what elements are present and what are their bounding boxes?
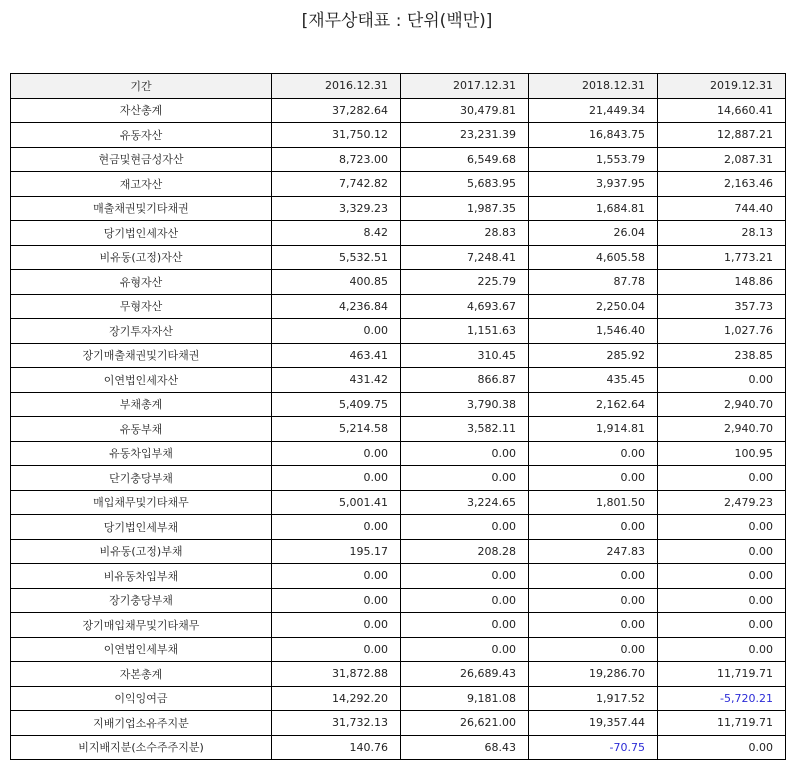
row-value: 285.92: [529, 343, 658, 368]
row-value: 21,449.34: [529, 98, 658, 123]
row-value: 866.87: [401, 368, 529, 393]
table-row: [11, 417, 786, 442]
row-value: 37,282.64: [272, 98, 401, 123]
row-value: 9,181.08: [401, 686, 529, 711]
row-value: 28.13: [658, 221, 786, 246]
row-label: 무형자산: [11, 294, 272, 319]
page-title: [재무상태표 : 단위(백만)]: [301, 11, 493, 31]
row-value: 1,151.63: [401, 319, 529, 344]
table-row: [11, 686, 786, 711]
table-row: [11, 735, 786, 760]
row-value: 1,914.81: [529, 417, 658, 442]
table-row: [11, 392, 786, 417]
row-value: 31,872.88: [272, 662, 401, 687]
row-label: 현금및현금성자산: [11, 147, 272, 172]
row-value: 0.00: [658, 613, 786, 638]
row-value: 0.00: [658, 368, 786, 393]
row-value: 31,750.12: [272, 123, 401, 148]
table-row: [11, 368, 786, 393]
table-row: [11, 637, 786, 662]
table-header-row: [11, 74, 786, 99]
row-value: 31,732.13: [272, 711, 401, 736]
row-value: 14,292.20: [272, 686, 401, 711]
row-value: 238.85: [658, 343, 786, 368]
row-value: 0.00: [401, 515, 529, 540]
row-value: 2,940.70: [658, 417, 786, 442]
row-value: 1,917.52: [529, 686, 658, 711]
row-value: 0.00: [658, 735, 786, 760]
row-label: 지배기업소유주지분: [11, 711, 272, 736]
row-value: 0.00: [529, 466, 658, 491]
row-value: 2,940.70: [658, 392, 786, 417]
row-label: 장기충당부채: [11, 588, 272, 613]
row-value: 14,660.41: [658, 98, 786, 123]
row-value: 8.42: [272, 221, 401, 246]
row-value: 5,409.75: [272, 392, 401, 417]
table-row: [11, 466, 786, 491]
row-value: 1,553.79: [529, 147, 658, 172]
row-value: 431.42: [272, 368, 401, 393]
table-row: [11, 441, 786, 466]
table-row: [11, 147, 786, 172]
row-value: 2,250.04: [529, 294, 658, 319]
row-value: 0.00: [401, 441, 529, 466]
table-row: [11, 490, 786, 515]
row-value: 0.00: [272, 564, 401, 589]
table-row: [11, 294, 786, 319]
row-label: 유동자산: [11, 123, 272, 148]
row-label: 부채총계: [11, 392, 272, 417]
row-label: 비유동(고정)부채: [11, 539, 272, 564]
header-date-2018: 2018.12.31: [529, 74, 658, 99]
row-value: 16,843.75: [529, 123, 658, 148]
row-value: 1,546.40: [529, 319, 658, 344]
row-value: 0.00: [272, 613, 401, 638]
table-row: [11, 588, 786, 613]
table-row: [11, 564, 786, 589]
row-value: 0.00: [401, 466, 529, 491]
row-value: 2,479.23: [658, 490, 786, 515]
row-value: 4,236.84: [272, 294, 401, 319]
table-row: [11, 662, 786, 687]
row-value: 2,087.31: [658, 147, 786, 172]
row-value: 400.85: [272, 270, 401, 295]
balance-sheet-table: [10, 73, 786, 760]
row-label: 비유동(고정)자산: [11, 245, 272, 270]
header-period: 기간: [11, 74, 272, 99]
row-label: 비유동차입부채: [11, 564, 272, 589]
header-date-2019: 2019.12.31: [658, 74, 786, 99]
row-value: 148.86: [658, 270, 786, 295]
row-value: 463.41: [272, 343, 401, 368]
row-label: 장기매입채무및기타채무: [11, 613, 272, 638]
row-value: 310.45: [401, 343, 529, 368]
row-value: 357.73: [658, 294, 786, 319]
row-value: 0.00: [658, 466, 786, 491]
row-label: 자산총계: [11, 98, 272, 123]
row-value: 1,684.81: [529, 196, 658, 221]
row-label: 매입채무및기타채무: [11, 490, 272, 515]
row-value: 5,683.95: [401, 172, 529, 197]
row-value: 12,887.21: [658, 123, 786, 148]
row-value: 3,224.65: [401, 490, 529, 515]
row-value: 3,329.23: [272, 196, 401, 221]
row-value: 4,693.67: [401, 294, 529, 319]
row-value: 0.00: [658, 588, 786, 613]
row-value: 0.00: [401, 588, 529, 613]
row-value: 0.00: [529, 441, 658, 466]
row-value: 225.79: [401, 270, 529, 295]
row-value: 0.00: [272, 466, 401, 491]
row-value: 0.00: [401, 613, 529, 638]
row-label: 이연법인세자산: [11, 368, 272, 393]
row-value: 0.00: [272, 637, 401, 662]
row-label: 장기매출채권및기타채권: [11, 343, 272, 368]
row-value: 26,621.00: [401, 711, 529, 736]
row-label: 매출채권및기타채권: [11, 196, 272, 221]
row-value: 5,532.51: [272, 245, 401, 270]
row-value: 0.00: [529, 637, 658, 662]
row-value: 28.83: [401, 221, 529, 246]
row-value: 4,605.58: [529, 245, 658, 270]
row-value: 0.00: [529, 588, 658, 613]
row-value: 0.00: [529, 564, 658, 589]
table-row: [11, 539, 786, 564]
row-value: 2,162.64: [529, 392, 658, 417]
row-value: 26,689.43: [401, 662, 529, 687]
row-value: 208.28: [401, 539, 529, 564]
row-value: 7,248.41: [401, 245, 529, 270]
table-row: [11, 245, 786, 270]
row-value: 23,231.39: [401, 123, 529, 148]
row-label: 자본총계: [11, 662, 272, 687]
table-row: [11, 711, 786, 736]
row-value: -5,720.21: [658, 686, 786, 711]
row-value: 0.00: [401, 637, 529, 662]
row-value: 11,719.71: [658, 662, 786, 687]
row-label: 당기법인세자산: [11, 221, 272, 246]
row-label: 당기법인세부채: [11, 515, 272, 540]
row-value: 30,479.81: [401, 98, 529, 123]
header-date-2016: 2016.12.31: [272, 74, 401, 99]
row-label: 비지배지분(소수주주지분): [11, 735, 272, 760]
row-value: 5,214.58: [272, 417, 401, 442]
row-value: 6,549.68: [401, 147, 529, 172]
row-label: 유형자산: [11, 270, 272, 295]
row-value: 7,742.82: [272, 172, 401, 197]
row-value: 3,582.11: [401, 417, 529, 442]
row-value: 1,027.76: [658, 319, 786, 344]
row-label: 이연법인세부채: [11, 637, 272, 662]
row-label: 재고자산: [11, 172, 272, 197]
row-value: 140.76: [272, 735, 401, 760]
row-value: 19,357.44: [529, 711, 658, 736]
table-row: [11, 319, 786, 344]
row-value: 195.17: [272, 539, 401, 564]
row-value: 0.00: [529, 613, 658, 638]
row-value: 435.45: [529, 368, 658, 393]
row-label: 이익잉여금: [11, 686, 272, 711]
row-value: 0.00: [658, 637, 786, 662]
row-value: 0.00: [529, 515, 658, 540]
row-value: 0.00: [658, 539, 786, 564]
row-value: 744.40: [658, 196, 786, 221]
row-label: 유동부채: [11, 417, 272, 442]
table-row: [11, 515, 786, 540]
row-value: 87.78: [529, 270, 658, 295]
table-row: [11, 270, 786, 295]
row-value: 5,001.41: [272, 490, 401, 515]
row-value: 19,286.70: [529, 662, 658, 687]
table-row: [11, 221, 786, 246]
table-row: [11, 98, 786, 123]
row-value: 1,773.21: [658, 245, 786, 270]
row-value: 0.00: [272, 515, 401, 540]
row-value: 26.04: [529, 221, 658, 246]
table-row: [11, 123, 786, 148]
row-value: 3,790.38: [401, 392, 529, 417]
row-value: 0.00: [401, 564, 529, 589]
row-value: 11,719.71: [658, 711, 786, 736]
row-value: 3,937.95: [529, 172, 658, 197]
table-row: [11, 172, 786, 197]
row-value: 247.83: [529, 539, 658, 564]
row-value: 1,801.50: [529, 490, 658, 515]
row-value: 0.00: [658, 564, 786, 589]
row-value: 0.00: [272, 319, 401, 344]
row-label: 단기충당부채: [11, 466, 272, 491]
row-value: 1,987.35: [401, 196, 529, 221]
row-label: 유동차입부채: [11, 441, 272, 466]
table-row: [11, 196, 786, 221]
row-value: 0.00: [272, 588, 401, 613]
row-value: 100.95: [658, 441, 786, 466]
row-value: 0.00: [658, 515, 786, 540]
row-value: 68.43: [401, 735, 529, 760]
row-value: 2,163.46: [658, 172, 786, 197]
table-row: [11, 613, 786, 638]
header-date-2017: 2017.12.31: [401, 74, 529, 99]
row-value: 8,723.00: [272, 147, 401, 172]
row-label: 장기투자자산: [11, 319, 272, 344]
row-value: -70.75: [529, 735, 658, 760]
table-row: [11, 343, 786, 368]
row-value: 0.00: [272, 441, 401, 466]
